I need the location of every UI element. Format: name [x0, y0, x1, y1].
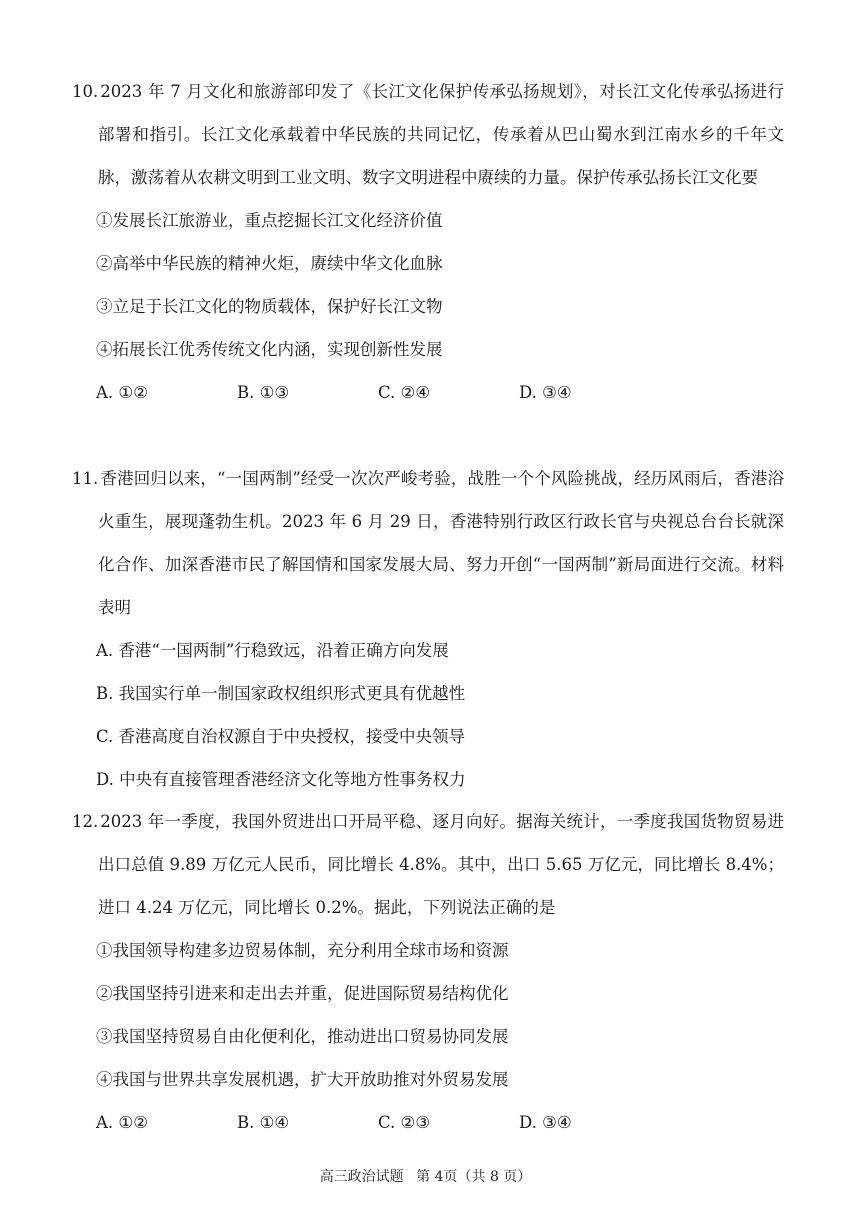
question-text: 2023 年一季度，我国外贸进出口开局平稳、逐月向好。据海关统计，一季度我国货物贸易进出口总值 9.89 万亿元人民币，同比增长 4.8%。其中，出口 5.65 万亿元，同比增长 8.4%；进口 4.24 万亿元，同比增长 0.2%。据此，下列说法正确的是	[98, 812, 784, 917]
question-11	[72, 457, 784, 801]
choice-b[interactable]: B. ①④	[237, 1113, 290, 1132]
choice-c[interactable]: C. ②④	[378, 383, 431, 402]
statement: ④拓展长江优秀传统文化内涵，实现创新性发展	[96, 340, 443, 359]
statement: ④我国与世界共享发展机遇，扩大开放助推对外贸易发展	[96, 1070, 509, 1089]
question-10	[72, 70, 784, 414]
choice-d[interactable]: D. ③④	[519, 383, 572, 402]
choice-a[interactable]: A. ①②	[96, 1113, 148, 1132]
footer-title: 高三政治试题	[319, 1169, 404, 1185]
footer-page-number: 第 4页（共 8 页）	[416, 1169, 532, 1185]
question-stem	[72, 70, 784, 199]
statement: ①我国领导构建多边贸易体制，充分利用全球市场和资源	[96, 941, 509, 960]
statement: ②高举中华民族的精神火炬，赓续中华文化血脉	[96, 254, 443, 273]
choice-c[interactable]: C. ②③	[378, 1113, 431, 1132]
answer-choices	[72, 371, 784, 414]
choice-b[interactable]: B. 我国实行单一制国家政权组织形式更具有优越性	[96, 684, 466, 703]
statement: ①发展长江旅游业，重点挖掘长江文化经济价值	[96, 211, 443, 230]
question-stem	[72, 800, 784, 929]
question-number: 11.	[72, 469, 99, 488]
choice-d[interactable]: D. 中央有直接管理香港经济文化等地方性事务权力	[96, 770, 466, 789]
question-text: 香港回归以来，“一国两制”经受一次次严峻考验，战胜一个个风险挑战，经历风雨后，香港浴火重生，展现蓬勃生机。2023 年 6 月 29 日，香港特别行政区行政长官与央视总台台长就深化合作、加深香港市民了解国情和国家发展大局、努力开创“一国两制”新局面进行交流。材料表明	[98, 469, 784, 617]
choice-c[interactable]: C. 香港高度自治权源自于中央授权，接受中央领导	[96, 727, 466, 746]
answer-choices	[72, 1101, 784, 1144]
statement: ②我国坚持引进来和走出去并重，促进国际贸易结构优化	[96, 984, 509, 1003]
choice-b[interactable]: B. ①③	[237, 383, 290, 402]
choice-a[interactable]: A. 香港“一国两制”行稳致远，沿着正确方向发展	[96, 641, 449, 660]
question-number: 12.	[72, 812, 99, 831]
question-number: 10.	[72, 82, 99, 101]
statement: ③我国坚持贸易自由化便利化，推动进出口贸易协同发展	[96, 1027, 509, 1046]
question-stem	[72, 457, 784, 629]
page-footer	[0, 1166, 851, 1186]
question-text: 2023 年 7 月文化和旅游部印发了《长江文化保护传承弘扬规划》，对长江文化传承弘扬进行部署和指引。长江文化承载着中华民族的共同记忆，传承着从巴山蜀水到江南水乡的千年文脉，激荡着从农耕文明到工业文明、数字文明进程中赓续的力量。保护传承弘扬长江文化要	[98, 82, 784, 187]
choice-d[interactable]: D. ③④	[519, 1113, 572, 1132]
question-12	[72, 800, 784, 1144]
choice-a[interactable]: A. ①②	[96, 383, 148, 402]
statement: ③立足于长江文化的物质载体，保护好长江文物	[96, 297, 443, 316]
